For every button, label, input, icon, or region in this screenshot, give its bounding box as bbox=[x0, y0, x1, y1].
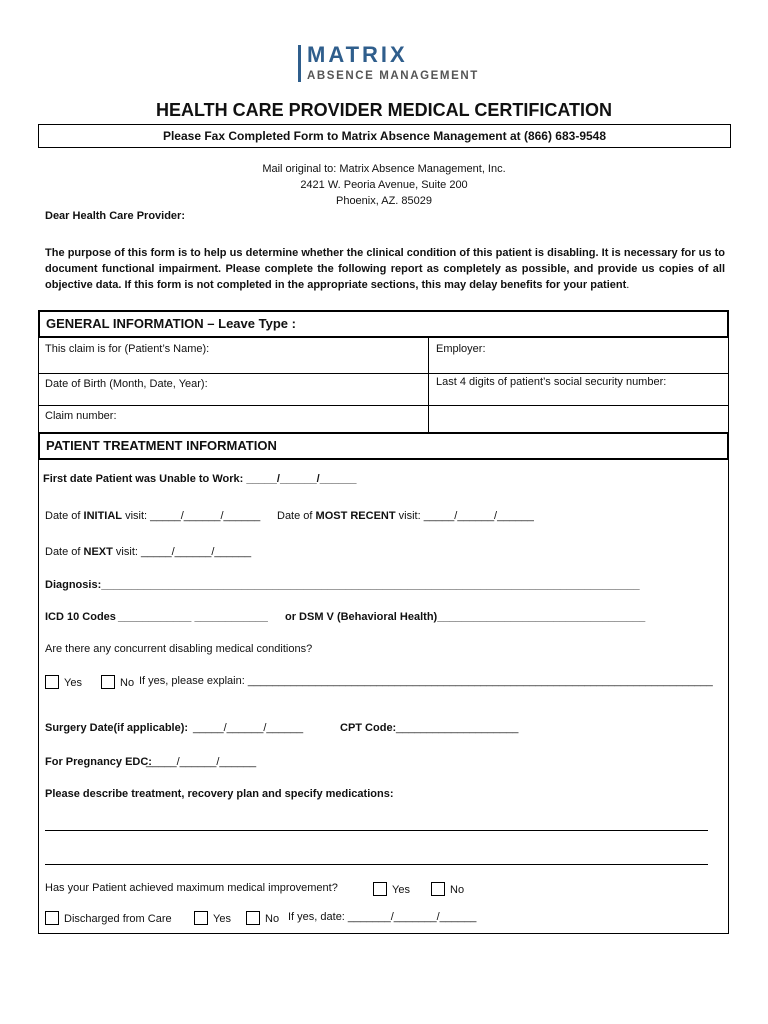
purpose-text: The purpose of this form is to help us determine whether the clinical condition of this patient is disabling. It is necessary for us to document functional impairment. Please complete the following report as completely as possible, and provide us copies of all objective data. If this form is not completed in the appropriate sections, this may delay benefits for your patient bbox=[45, 247, 725, 291]
treatment-plan-line[interactable] bbox=[45, 830, 708, 831]
diagnosis-field[interactable]: Diagnosis:________________________________________________________________________________________ bbox=[45, 579, 640, 591]
checkbox-icon[interactable] bbox=[45, 675, 59, 689]
icd-codes-field[interactable]: ____________ ____________ bbox=[118, 611, 268, 623]
treatment-heading: PATIENT TREATMENT INFORMATION bbox=[38, 432, 729, 460]
treatment-plan-line[interactable] bbox=[45, 864, 708, 865]
mmi-yes[interactable] bbox=[373, 882, 410, 896]
cpt-code-field[interactable]: ____________________ bbox=[396, 722, 519, 734]
recent-visit-blank: visit: _____/______/______ bbox=[395, 510, 534, 522]
checkbox-icon[interactable] bbox=[246, 911, 260, 925]
next-visit-blank: visit: _____/______/______ bbox=[112, 546, 252, 558]
initial-visit-blank: visit: _____/______/______ bbox=[122, 510, 261, 522]
initial-visit-label: INITIAL bbox=[83, 510, 123, 522]
discharged-date-field[interactable]: If yes, date: _______/_______/______ bbox=[288, 911, 477, 923]
general-info-heading: GENERAL INFORMATION – Leave Type : bbox=[38, 310, 729, 338]
employer-field[interactable]: Employer: bbox=[436, 343, 486, 355]
logo-bar bbox=[298, 45, 301, 82]
concurrent-question: Are there any concurrent disabling medical conditions? bbox=[45, 643, 313, 655]
pregnancy-edc-label: For Pregnancy EDC: bbox=[45, 756, 152, 768]
fax-notice: Please Fax Completed Form to Matrix Absence Management at (866) 683-9548 bbox=[38, 124, 731, 148]
unable-to-work-field[interactable]: First date Patient was Unable to Work: _____/______/______ bbox=[43, 473, 357, 485]
discharged-yes-label: Yes bbox=[213, 913, 231, 925]
discharged-label: Discharged from Care bbox=[64, 913, 172, 925]
concurrent-explain-field[interactable]: If yes, please explain: ____________________________________________________________________________ bbox=[139, 675, 713, 687]
concurrent-no-label: No bbox=[120, 677, 135, 689]
mmi-question: Has your Patient achieved maximum medical improvement? bbox=[45, 882, 338, 894]
initial-visit-prefix: Date of bbox=[45, 510, 84, 522]
salutation: Dear Health Care Provider: bbox=[45, 210, 185, 222]
form-title: HEALTH CARE PROVIDER MEDICAL CERTIFICATION bbox=[155, 100, 612, 120]
treatment-plan-question: Please describe treatment, recovery plan and specify medications: bbox=[45, 788, 394, 800]
recent-visit-label: MOST RECENT bbox=[315, 510, 396, 522]
checkbox-icon[interactable] bbox=[194, 911, 208, 925]
concurrent-no[interactable] bbox=[101, 675, 134, 689]
pregnancy-edc-field[interactable]: _____/______/______ bbox=[146, 756, 257, 768]
mail-line-2: 2421 W. Peoria Avenue, Suite 200 bbox=[300, 179, 468, 191]
mail-line-1: Mail original to: Matrix Absence Management, Inc. bbox=[262, 163, 506, 175]
mail-line-3: Phoenix, AZ. 85029 bbox=[335, 195, 432, 207]
mmi-no-label: No bbox=[450, 884, 465, 896]
discharged-checkbox[interactable] bbox=[45, 911, 172, 925]
row-divider bbox=[38, 373, 729, 374]
claim-number-field[interactable]: Claim number: bbox=[45, 410, 117, 422]
discharged-no[interactable] bbox=[246, 911, 279, 925]
cpt-code-label: CPT Code: bbox=[340, 722, 397, 734]
logo-tagline: ABSENCE MANAGEMENT bbox=[307, 70, 479, 82]
logo-name: MATRIX bbox=[307, 42, 408, 67]
purpose-paragraph bbox=[45, 245, 725, 293]
next-visit-prefix: Date of bbox=[45, 546, 84, 558]
row-divider bbox=[38, 405, 729, 406]
mmi-no[interactable] bbox=[431, 882, 464, 896]
dsm-field[interactable]: or DSM V (Behavioral Health)__________________________________ bbox=[285, 611, 646, 623]
initial-visit-field[interactable] bbox=[45, 510, 260, 522]
discharged-yes[interactable] bbox=[194, 911, 231, 925]
checkbox-icon[interactable] bbox=[373, 882, 387, 896]
icd-codes-label: ICD 10 Codes bbox=[45, 611, 116, 623]
patient-name-field[interactable]: This claim is for (Patient’s Name): bbox=[45, 343, 210, 355]
ssn-field[interactable]: Last 4 digits of patient’s social security number: bbox=[436, 376, 667, 388]
next-visit-label: NEXT bbox=[83, 546, 113, 558]
checkbox-icon[interactable] bbox=[45, 911, 59, 925]
mmi-yes-label: Yes bbox=[392, 884, 410, 896]
surgery-date-label: Surgery Date(if applicable): bbox=[45, 722, 189, 734]
next-visit-field[interactable] bbox=[45, 546, 251, 558]
purpose-period: . bbox=[626, 279, 630, 291]
column-divider bbox=[428, 338, 429, 432]
concurrent-yes[interactable] bbox=[45, 675, 82, 689]
recent-visit-field[interactable] bbox=[277, 510, 534, 522]
discharged-no-label: No bbox=[265, 913, 280, 925]
concurrent-yes-label: Yes bbox=[64, 677, 82, 689]
checkbox-icon[interactable] bbox=[101, 675, 115, 689]
surgery-date-field[interactable]: _____/______/______ bbox=[193, 722, 304, 734]
recent-visit-prefix: Date of bbox=[277, 510, 316, 522]
checkbox-icon[interactable] bbox=[431, 882, 445, 896]
dob-field[interactable]: Date of Birth (Month, Date, Year): bbox=[45, 378, 208, 390]
